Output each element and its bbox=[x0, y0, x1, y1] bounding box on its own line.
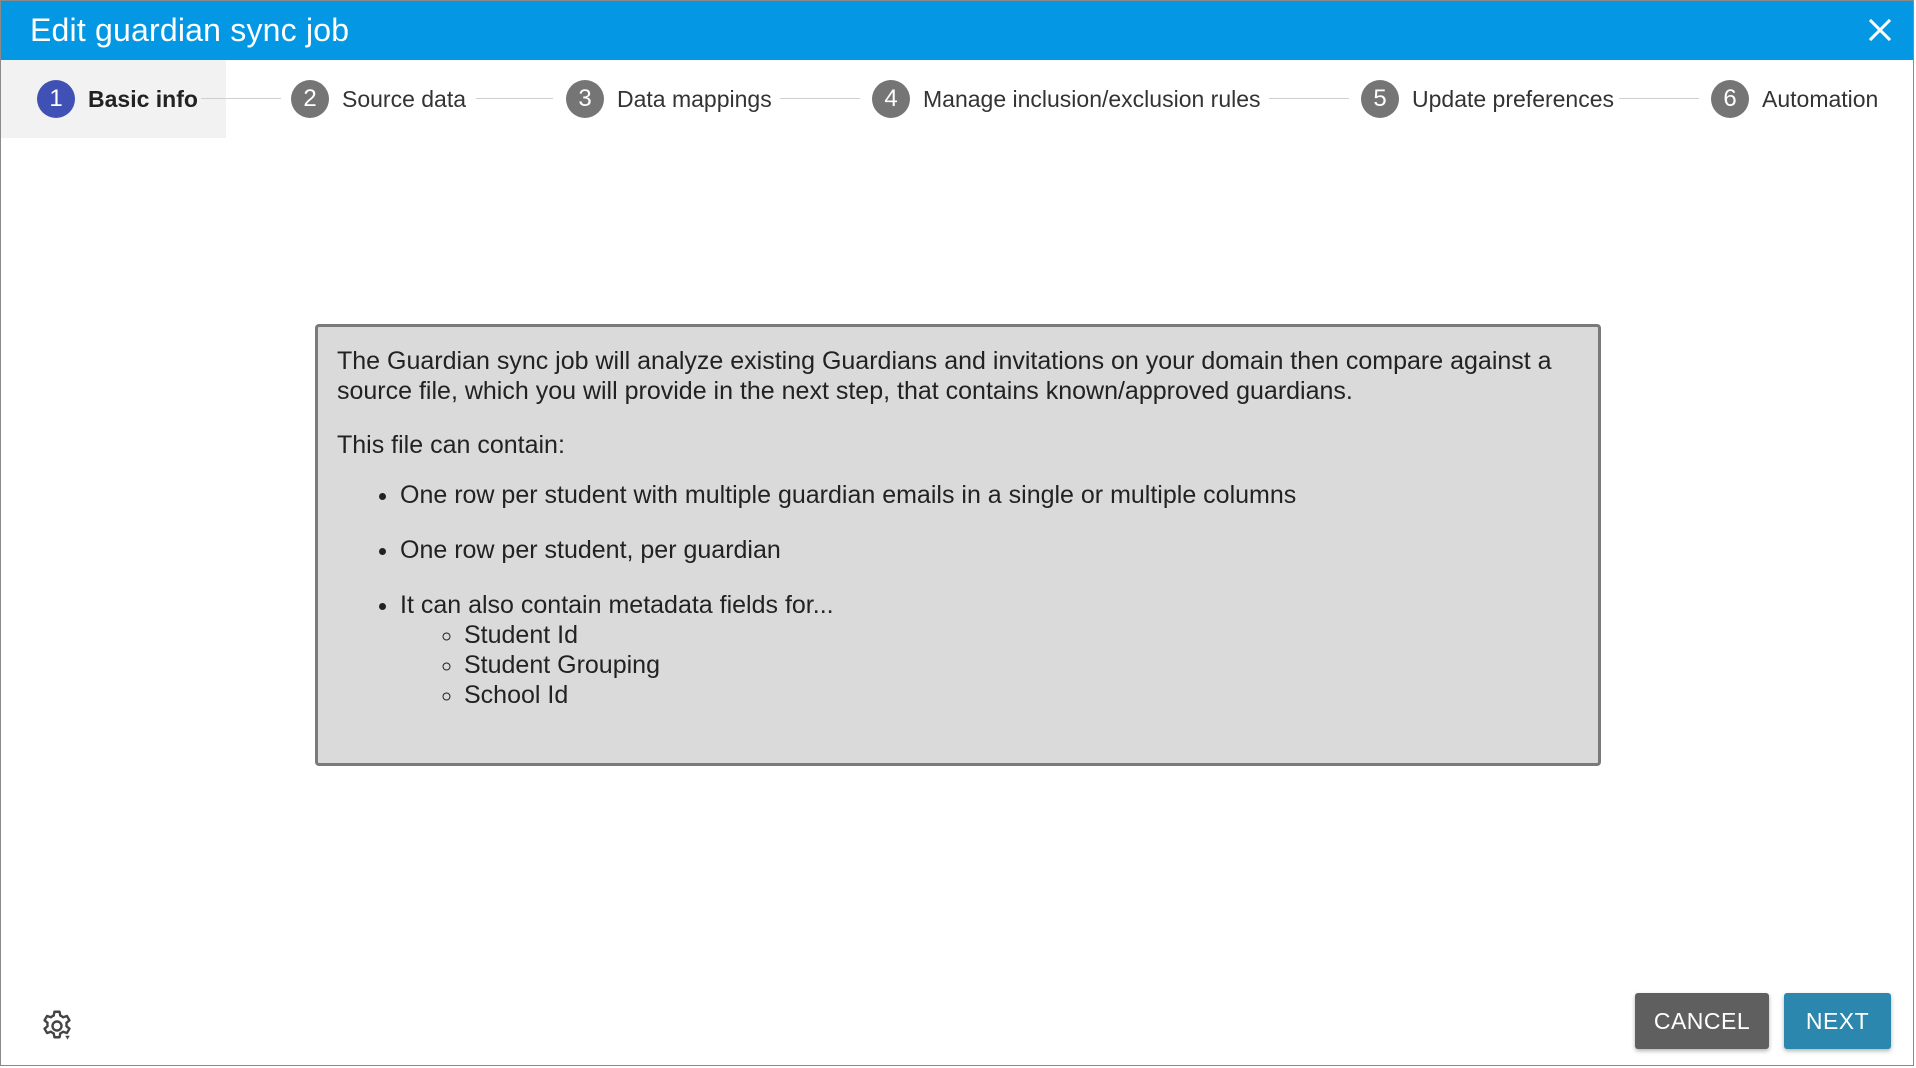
dialog-titlebar bbox=[1, 1, 1913, 60]
step-label: Manage inclusion/exclusion rules bbox=[923, 85, 1261, 112]
file-contents-heading: This file can contain: bbox=[337, 431, 565, 459]
settings-button[interactable] bbox=[39, 1008, 75, 1044]
list-item bbox=[400, 590, 1580, 710]
file-contents-list bbox=[337, 480, 1580, 710]
info-panel bbox=[315, 324, 1601, 766]
close-icon[interactable] bbox=[1865, 15, 1895, 45]
step-number: 1 bbox=[37, 80, 75, 118]
step-label: Basic info bbox=[88, 85, 198, 112]
dialog-title: Edit guardian sync job bbox=[30, 12, 350, 48]
metadata-fields-list bbox=[400, 620, 1580, 710]
intro-text: The Guardian sync job will analyze existing Guardians and invitations on your domain then compare against a source file, which you will provide in the next step, that contains known/approved guardians. bbox=[337, 347, 1552, 405]
gear-icon[interactable] bbox=[39, 1008, 75, 1044]
step-label: Data mappings bbox=[617, 85, 772, 112]
step-basic-info[interactable] bbox=[1, 60, 226, 138]
step-number: 4 bbox=[872, 80, 910, 118]
stepper bbox=[1, 60, 1913, 138]
step-manage-inclusion-exclusion-rules[interactable] bbox=[872, 60, 1261, 138]
step-number: 6 bbox=[1711, 80, 1749, 118]
step-data-mappings[interactable] bbox=[566, 60, 772, 138]
list-item bbox=[400, 480, 1580, 510]
step-update-preferences[interactable] bbox=[1361, 60, 1614, 138]
step-number: 3 bbox=[566, 80, 604, 118]
close-button[interactable] bbox=[1865, 15, 1895, 45]
step-connector bbox=[476, 98, 553, 99]
list-item-text: One row per student with multiple guardian emails in a single or multiple columns bbox=[400, 481, 1297, 509]
step-automation[interactable] bbox=[1711, 60, 1878, 138]
step-connector bbox=[201, 98, 281, 99]
step-number: 2 bbox=[291, 80, 329, 118]
metadata-field-item: ◦ Student Grouping bbox=[464, 650, 1580, 680]
step-source-data[interactable] bbox=[291, 60, 466, 138]
metadata-field-item: ◦ Student Id bbox=[464, 620, 1580, 650]
step-connector bbox=[1619, 98, 1699, 99]
step-number: 5 bbox=[1361, 80, 1399, 118]
step-label: Update preferences bbox=[1412, 85, 1615, 112]
list-item-text: One row per student, per guardian bbox=[400, 536, 781, 564]
cancel-button[interactable]: CANCEL bbox=[1635, 993, 1769, 1049]
metadata-field-item: ◦ School Id bbox=[464, 680, 1580, 710]
step-connector bbox=[780, 98, 860, 99]
list-item bbox=[400, 535, 1580, 565]
next-button[interactable]: NEXT bbox=[1784, 993, 1891, 1049]
list-item-text: It can also contain metadata fields for... bbox=[400, 591, 834, 619]
step-connector bbox=[1269, 98, 1349, 99]
step-label: Source data bbox=[342, 85, 467, 112]
step-label: Automation bbox=[1762, 85, 1879, 112]
